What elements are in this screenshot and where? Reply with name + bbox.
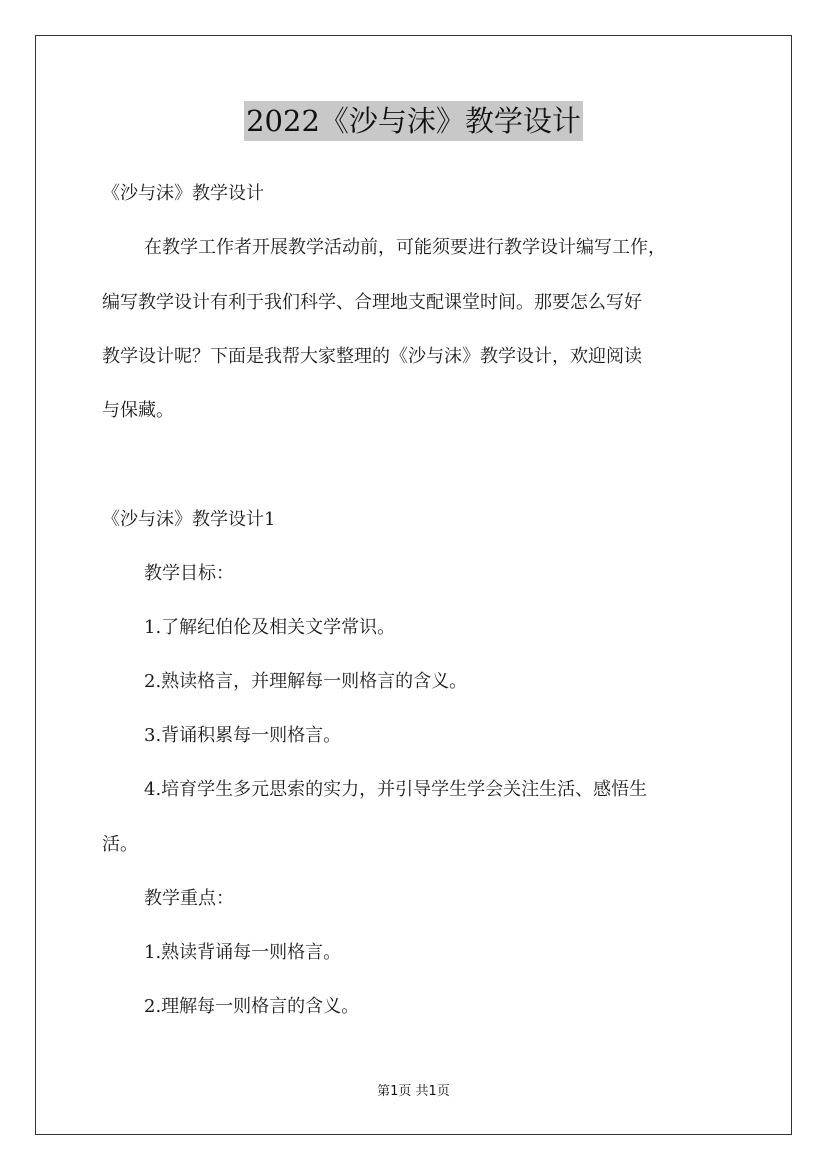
subheading-objectives: 教学目标： (144, 563, 234, 584)
list-item-continuation: 活。 (102, 834, 138, 855)
list-item: 3.背诵积累每一则格言。 (144, 725, 342, 746)
list-item: 2.熟读格言，并理解每一则格言的含义。 (144, 671, 468, 692)
paragraph-line: 编写教学设计有利于我们科学、合理地支配课堂时间。那要怎么写好 (102, 292, 642, 313)
paragraph-line: 在教学工作者开展教学活动前，可能须要进行教学设计编写工作， (144, 237, 666, 258)
list-item: 2.理解每一则格言的含义。 (144, 996, 360, 1017)
paragraph-line: 与保藏。 (102, 400, 174, 421)
list-item: 1.了解纪伯伦及相关文学常识。 (144, 617, 396, 638)
intro-heading: 《沙与沫》教学设计 (102, 183, 264, 204)
section-heading: 《沙与沫》教学设计1 (102, 509, 276, 530)
page-footer: 第1页 共1页 (377, 1084, 450, 1099)
document-title: 2022《沙与沫》教学设计 (244, 101, 583, 141)
title-container (0, 101, 827, 141)
subheading-key-points: 教学重点： (144, 888, 234, 909)
paragraph-line: 教学设计呢？下面是我帮大家整理的《沙与沫》教学设计，欢迎阅读 (102, 346, 642, 367)
list-item: 4.培育学生多元思索的实力，并引导学生学会关注生活、感悟生 (144, 779, 648, 800)
list-item: 1.熟读背诵每一则格言。 (144, 942, 342, 963)
